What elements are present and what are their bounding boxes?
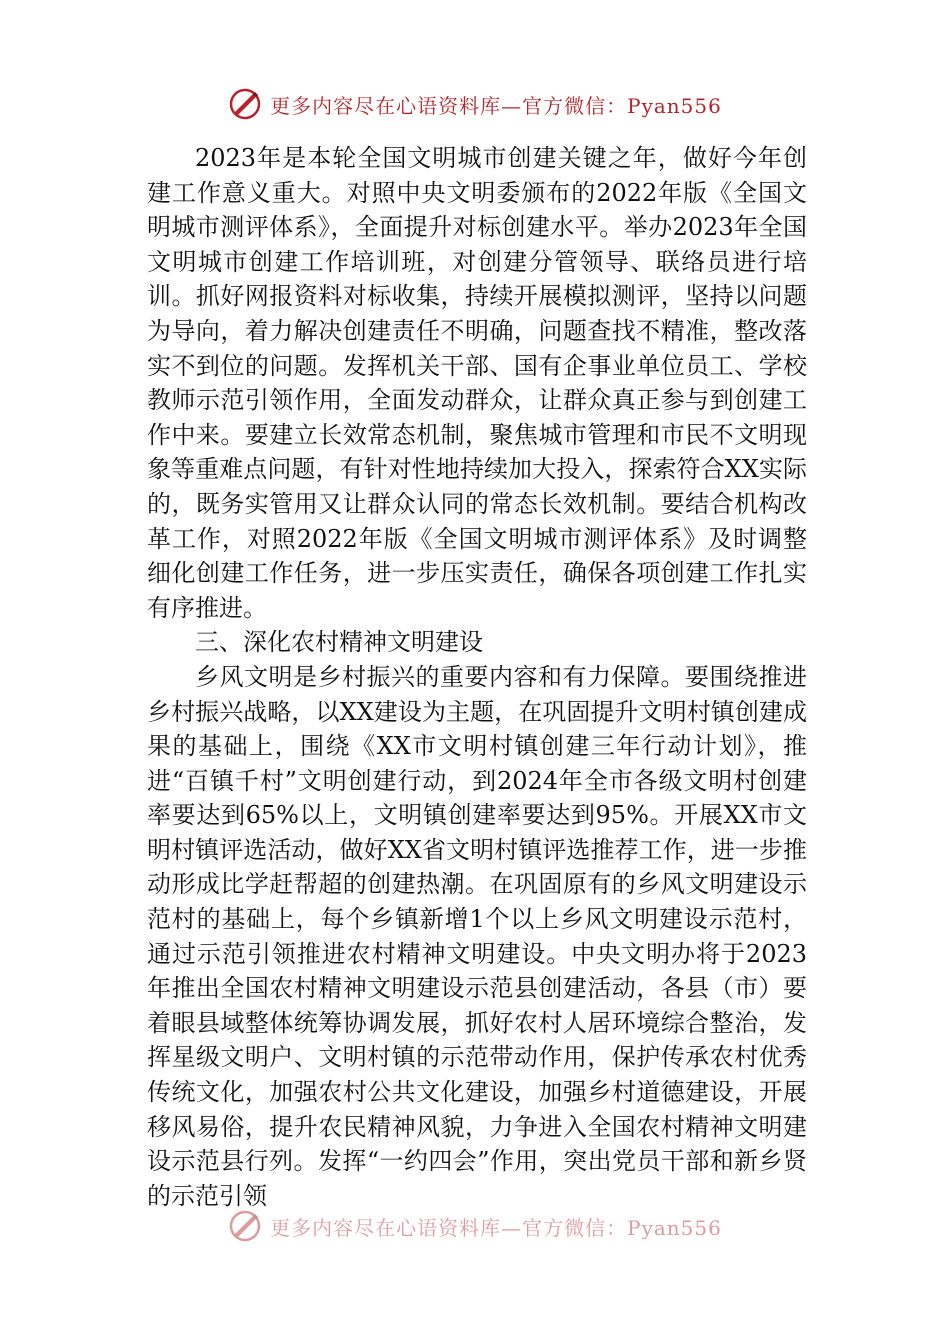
paragraph-creation-work: 2023年是本轮全国文明城市创建关键之年，做好今年创建工作意义重大。对照中央文明委颁布的2022年版《全国文明城市测评体系》，全面提升对标创建水平。举办2023年全国文明城市创建工作培训班，对创建分管领导、联络员进行培训。抓好网报资料对标收集，持续开展模拟测评，坚持以问题为导向，着力解决创建责任不明确，问题查找不精准，整改落实不到位的问题。发挥机关干部、国有企事业单位员工、学校教师示范引领作用，全面发动群众，让群众真正参与到创建工作中来。要建立长效常态机制，聚焦城市管理和市民不文明现象等重难点问题，有针对性地持续加大投入，探索符合XX实际的，既务实管用又让群众认同的常态长效机制。要结合机构改革工作，对照2022年版《全国文明城市测评体系》及时调整细化创建工作任务，进一步压实责任，确保各项创建工作扎实有序推进。 xyxy=(147,144,807,622)
footer-watermark xyxy=(0,1206,950,1246)
section-heading-rural-civilization: 三、深化农村精神文明建设 xyxy=(195,628,483,657)
watermark-text: 更多内容尽在心语资料库—官方微信：Pyan556 xyxy=(270,93,722,118)
pen-circle-logo-icon xyxy=(228,87,262,121)
header-watermark xyxy=(0,84,950,124)
pen-circle-logo-icon xyxy=(228,1209,262,1243)
watermark-text: 更多内容尽在心语资料库—官方微信：Pyan556 xyxy=(270,1215,722,1240)
document-body xyxy=(147,141,807,1213)
paragraph-rural-civilization: 乡风文明是乡村振兴的重要内容和有力保障。要围绕推进乡村振兴战略，以XX建设为主题，在巩固提升文明村镇创建成果的基础上，围绕《XX市文明村镇创建三年行动计划》，推进“百镇千村”文明创建行动，到2024年全市各级文明村创建率要达到65%以上，文明镇创建率要达到95%。开展XX市文明村镇评选活动，做好XX省文明村镇评选推荐工作，进一步推动形成比学赶帮超的创建热潮。在巩固原有的乡风文明建设示范村的基础上，每个乡镇新增1个以上乡风文明建设示范村，通过示范引领推进农村精神文明建设。中央文明办将于2023年推出全国农村精神文明建设示范县创建活动，各县（市）要着眼县域整体统筹协调发展，抓好农村人居环境综合整治，发挥星级文明户、文明村镇的示范带动作用，保护传承农村优秀传统文化，加强农村公共文化建设，加强乡村道德建设，开展移风易俗，提升农民精神风貌，力争进入全国农村精神文明建设示范县行列。发挥“一约四会”作用，突出党员干部和新乡贤的示范引领 xyxy=(147,662,807,1210)
